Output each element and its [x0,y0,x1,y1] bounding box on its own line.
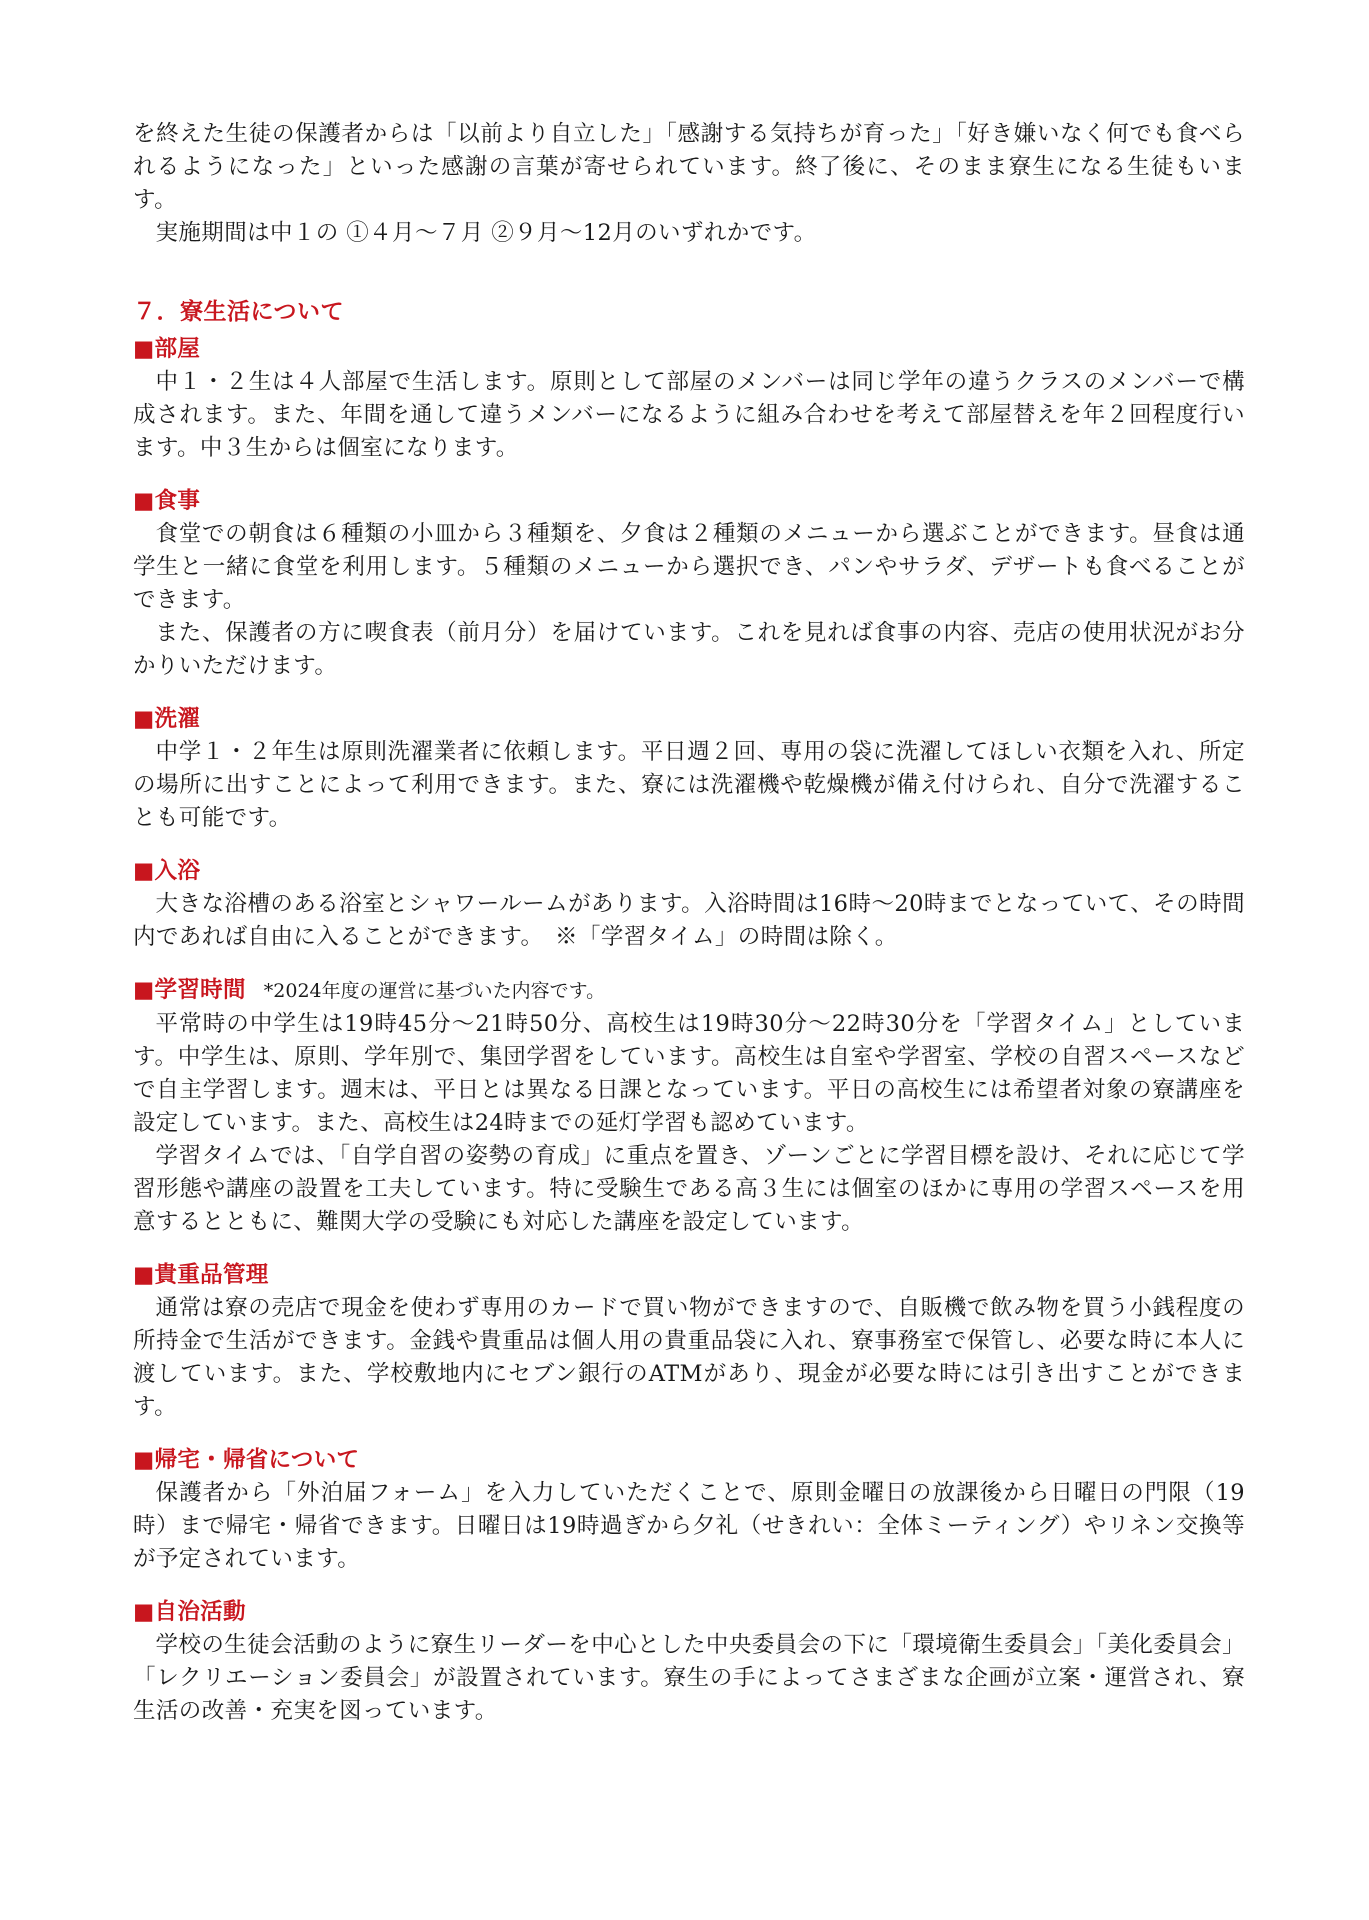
section-heading-valuables: ■貴重品管理 [133,1262,269,1288]
study-paragraph-2: 学習タイムでは、「自学自習の姿勢の育成」に重点を置き、ゾーンごとに学習目標を設け、それに応じて学習形態や講座の設置を工夫しています。特に受験生である高３生には個室のほかに専用の学習スペースを用意するとともに、難関大学の受験にも対応した講座を設定しています。 [133,1143,1245,1235]
valuables-paragraph: 通常は寮の売店で現金を使わず専用のカードで買い物ができますので、自販機で飲み物を買う小銭程度の所持金で生活ができます。金銭や貴重品は個人用の貴重品袋に入れ、寮事務室で保管し、必要な時に本人に渡しています。また、学校敷地内にセブン銀行のATMがあり、現金が必要な時には引き出すことができます。 [133,1295,1245,1420]
intro-period-paragraph: 実施期間は中１の ①４月～７月 ②９月～12月のいずれかです。 [155,220,817,246]
section-heading-bath: ■入浴 [133,858,201,884]
meal-paragraph-2: また、保護者の方に喫食表（前月分）を届けています。これを見れば食事の内容、売店の使用状況がお分かりいただけます。 [133,620,1245,679]
room-paragraph: 中１・２生は４人部屋で生活します。原則として部屋のメンバーは同じ学年の違うクラスのメンバーで構成されます。また、年間を通して違うメンバーになるように組み合わせを考えて部屋替えを年２回程度行います。中３生からは個室になります。 [133,369,1245,461]
section-heading-study [133,974,1245,1008]
chapter-title: ７．寮生活について [133,299,345,325]
section-heading-meal: ■食事 [133,488,201,514]
section-heading-homecoming: ■帰宅・帰省について [133,1447,360,1473]
document-page [133,118,1245,1728]
section-heading-room: ■部屋 [133,336,201,362]
section-heading-selfgov: ■自治活動 [133,1599,246,1625]
section-heading-laundry: ■洗濯 [133,706,201,732]
bath-paragraph: 大きな浴槽のある浴室とシャワールームがあります。入浴時間は16時～20時までとなっていて、その時間内であれば自由に入ることができます。 ※「学習タイム」の時間は除く。 [133,891,1245,950]
study-paragraph-1: 平常時の中学生は19時45分～21時50分、高校生は19時30分～22時30分を「学習タイム」としています。中学生は、原則、学年別で、集団学習をしています。高校生は自室や学習室、学校の自習スペースなどで自主学習します。週末は、平日とは異なる日課となっています。平日の高校生には希望者対象の寮講座を設定しています。また、高校生は24時までの延灯学習も認めています。 [133,1011,1245,1136]
study-heading-note: *2024年度の運営に基づいた内容です。 [263,980,606,1002]
laundry-paragraph: 中学１・２年生は原則洗濯業者に依頼します。平日週２回、専用の袋に洗濯してほしい衣類を入れ、所定の場所に出すことによって利用できます。また、寮には洗濯機や乾燥機が備え付けられ、自分で洗濯することも可能です。 [133,739,1245,831]
selfgov-paragraph: 学校の生徒会活動のように寮生リーダーを中心とした中央委員会の下に「環境衛生委員会」「美化委員会」「レクリエーション委員会」が設置されています。寮生の手によってさまざまな企画が立案・運営され、寮生活の改善・充実を図っています。 [133,1632,1245,1724]
study-heading-label: ■学習時間 [133,977,246,1003]
meal-paragraph-1: 食堂での朝食は６種類の小皿から３種類を、夕食は２種類のメニューから選ぶことができます。昼食は通学生と一緒に食堂を利用します。５種類のメニューから選択でき、パンやサラダ、デザートも食べることができます。 [133,521,1245,613]
intro-paragraph: を終えた生徒の保護者からは「以前より自立した」「感謝する気持ちが育った」「好き嫌いなく何でも食べられるようになった」といった感謝の言葉が寄せられています。終了後に、そのまま寮生になる生徒もいます。 [133,121,1245,213]
homecoming-paragraph: 保護者から「外泊届フォーム」を入力していただくことで、原則金曜日の放課後から日曜日の門限（19時）まで帰宅・帰省できます。日曜日は19時過ぎから夕礼（せきれい：全体ミーティング）やリネン交換等が予定されています。 [133,1480,1245,1572]
